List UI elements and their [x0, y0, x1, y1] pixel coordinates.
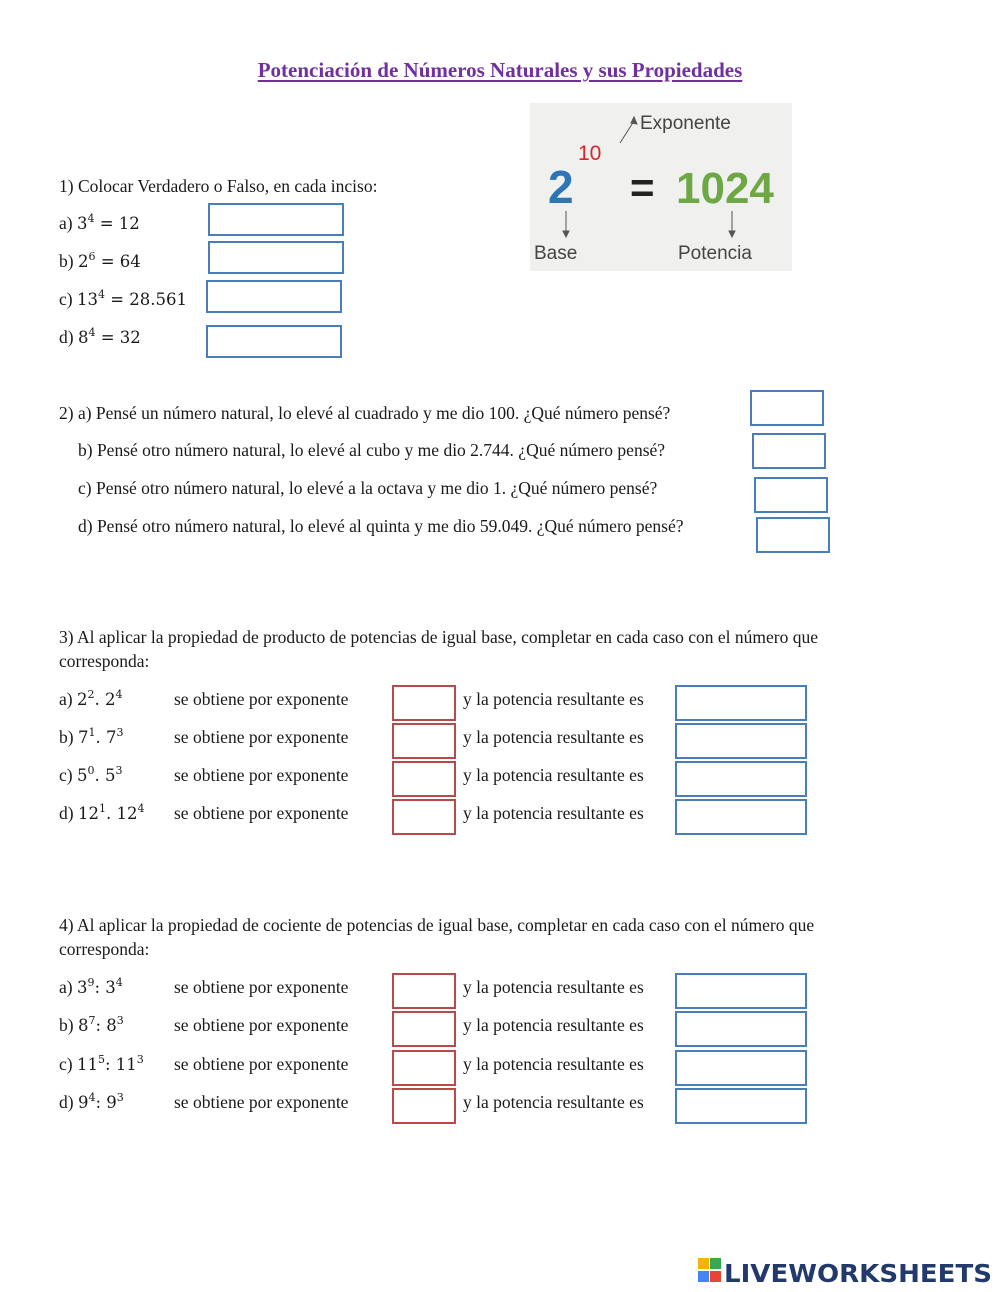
power-exponent: 9	[87, 976, 95, 989]
power-exponent: 3	[115, 764, 123, 777]
item-letter: c)	[59, 289, 77, 309]
s4-power-box-c	[675, 1050, 807, 1086]
diagram-label-power: Potencia	[678, 243, 752, 264]
diagram-label-base: Base	[534, 243, 578, 264]
power-exponent: 3	[116, 726, 124, 739]
power-base: 5	[76, 766, 88, 785]
s1-answer-box-c	[206, 280, 342, 313]
s4-exponent-box-b	[392, 1011, 456, 1047]
power-base: 8	[77, 1016, 89, 1035]
s4-end-text-d: y la potencia resultante es	[463, 1092, 644, 1112]
power-base: 9	[106, 1093, 117, 1112]
s4-exponent-box-c	[392, 1050, 456, 1086]
power-base: 9	[77, 1093, 89, 1112]
math-expression	[78, 728, 124, 747]
s4-power-input-a[interactable]	[677, 975, 805, 1007]
s4-mid-text-c: se obtiene por exponente	[174, 1054, 349, 1074]
s2-item-d: d) Pensé otro número natural, lo elevé al quinta y me dio 59.049. ¿Qué número pensé?	[78, 516, 684, 536]
power-base: 2	[104, 690, 116, 709]
power-base: 11	[76, 1055, 98, 1074]
s4-power-input-d[interactable]	[677, 1090, 805, 1122]
s3-exponent-input-a[interactable]	[394, 687, 454, 719]
s2-answer-c[interactable]	[756, 479, 826, 511]
math-expression	[78, 804, 145, 823]
equation-rest: = 12	[94, 214, 140, 233]
s4-power-box-d	[675, 1088, 807, 1124]
s1-answer-b[interactable]	[210, 243, 342, 272]
operator: :	[95, 1016, 107, 1035]
s3-expression-c	[59, 764, 122, 787]
s3-power-box-c	[675, 761, 807, 797]
diagram-exponent: 10	[578, 142, 602, 165]
s2-answer-d[interactable]	[758, 519, 828, 551]
s3-exponent-box-d	[392, 799, 456, 835]
power-exponent: 4	[87, 212, 95, 225]
mark-square-3	[698, 1271, 709, 1282]
power-base: 8	[106, 1016, 117, 1035]
s3-mid-text-b: se obtiene por exponente	[174, 727, 349, 747]
power-base: 2	[76, 690, 88, 709]
power-base: 7	[105, 728, 117, 747]
power-base: 8	[77, 328, 89, 347]
operator: .	[95, 728, 106, 747]
power-base: 2	[77, 252, 89, 271]
s4-mid-text-d: se obtiene por exponente	[174, 1092, 349, 1112]
s3-power-input-c[interactable]	[677, 763, 805, 795]
operator: .	[94, 690, 105, 709]
s1-item-d	[59, 326, 141, 349]
power-base: 5	[104, 766, 116, 785]
power-exponent: 3	[136, 1053, 144, 1066]
operator: :	[104, 1055, 116, 1074]
s3-end-text-d: y la potencia resultante es	[463, 803, 644, 823]
power-base: 3	[76, 978, 88, 997]
s4-power-input-c[interactable]	[677, 1052, 805, 1084]
mark-square-2	[710, 1258, 721, 1269]
power-exponent: 4	[88, 326, 96, 339]
item-letter: d)	[59, 1092, 78, 1112]
s4-expression-a	[59, 976, 123, 999]
item-letter: b)	[59, 1015, 78, 1035]
s4-exponent-box-a	[392, 973, 456, 1009]
s3-mid-text-c: se obtiene por exponente	[174, 765, 349, 785]
section3-prompt-line2: corresponda:	[59, 651, 150, 671]
section1-prompt: 1) Colocar Verdadero o Falso, en cada inciso:	[59, 176, 378, 196]
liveworksheets-wordmark: LIVEWORKSHEETS	[724, 1259, 992, 1287]
s4-expression-d	[59, 1091, 124, 1114]
s3-power-box-d	[675, 799, 807, 835]
math-expression	[78, 328, 141, 347]
operator: :	[95, 1093, 107, 1112]
s1-item-c	[59, 288, 187, 311]
liveworksheets-logo	[696, 1255, 996, 1287]
item-letter: c)	[59, 1054, 77, 1074]
arrowhead-base	[563, 231, 569, 237]
s4-expression-c	[59, 1053, 144, 1076]
s3-end-text-c: y la potencia resultante es	[463, 765, 644, 785]
power-base: 11	[115, 1055, 137, 1074]
power-exponent: 3	[116, 1091, 124, 1104]
section3-prompt-line1: 3) Al aplicar la propiedad de producto de potencias de igual base, completar en cada caso con el número que	[59, 627, 819, 647]
power-exponent: 6	[88, 250, 96, 263]
power-base: 12	[116, 804, 138, 823]
s4-expression-b	[59, 1014, 124, 1037]
equation-rest: = 32	[95, 328, 141, 347]
item-letter: b)	[59, 727, 78, 747]
arrow-exponent	[620, 121, 634, 143]
s4-mid-text-b: se obtiene por exponente	[174, 1015, 349, 1035]
math-expression	[78, 1093, 124, 1112]
power-exponent: 0	[87, 764, 95, 777]
liveworksheets-mark	[698, 1258, 721, 1282]
s3-mid-text-d: se obtiene por exponente	[174, 803, 349, 823]
power-base: 7	[77, 728, 89, 747]
s3-power-box-b	[675, 723, 807, 759]
section4-prompt-line2: corresponda:	[59, 939, 150, 959]
math-expression	[77, 290, 187, 309]
s4-exponent-input-c[interactable]	[394, 1052, 454, 1084]
liveworksheets-logo-graphic	[696, 1255, 996, 1287]
math-expression	[78, 1016, 124, 1035]
operator: .	[105, 804, 117, 823]
math-expression	[77, 1055, 144, 1074]
power-diagram	[530, 103, 792, 271]
section4-prompt-line1: 4) Al aplicar la propiedad de cociente de potencias de igual base, completar en cada caso con el número que	[59, 915, 815, 935]
power-exponent: 1	[88, 726, 96, 739]
power-exponent: 4	[137, 802, 145, 815]
power-exponent: 4	[115, 688, 123, 701]
s4-exponent-box-d	[392, 1088, 456, 1124]
operator: :	[94, 978, 106, 997]
diagram-equals: =	[630, 164, 655, 211]
s2-answer-box-d	[756, 517, 830, 553]
page-title: Potenciación de Números Naturales y sus Propiedades	[257, 58, 743, 82]
diagram-base: 2	[548, 161, 574, 213]
s2-answer-box-c	[754, 477, 828, 513]
s3-mid-text-a: se obtiene por exponente	[174, 689, 349, 709]
power-base: 13	[76, 290, 98, 309]
s3-exponent-input-c[interactable]	[394, 763, 454, 795]
power-exponent: 4	[88, 1091, 96, 1104]
item-letter: c)	[59, 765, 77, 785]
s3-exponent-input-b[interactable]	[394, 725, 454, 757]
s1-answer-box-a	[208, 203, 344, 236]
diagram-result: 1024	[676, 164, 774, 213]
s1-answer-c[interactable]	[208, 282, 340, 311]
mark-square-1	[698, 1258, 709, 1269]
arrowhead-power	[729, 231, 735, 237]
item-letter: a)	[59, 213, 77, 233]
math-expression	[77, 978, 123, 997]
math-expression	[77, 766, 123, 785]
s2-answer-box-a	[750, 390, 824, 426]
power-base: 3	[105, 978, 116, 997]
s3-exponent-box-b	[392, 723, 456, 759]
power-exponent: 7	[88, 1014, 96, 1027]
s2-answer-a[interactable]	[752, 392, 822, 424]
s4-mid-text-a: se obtiene por exponente	[174, 977, 349, 997]
math-expression	[77, 214, 140, 233]
s1-answer-box-b	[208, 241, 344, 274]
power-exponent: 3	[116, 1014, 124, 1027]
equation-rest: = 28.561	[104, 290, 188, 309]
s4-exponent-input-d[interactable]	[394, 1090, 454, 1122]
s1-answer-box-d	[206, 325, 342, 358]
equation-rest: = 64	[95, 252, 141, 271]
s1-item-a	[59, 212, 140, 235]
s4-end-text-c: y la potencia resultante es	[463, 1054, 644, 1074]
math-expression	[78, 252, 141, 271]
diagram-label-exponent: Exponente	[640, 113, 731, 134]
s3-power-box-a	[675, 685, 807, 721]
s3-exponent-box-a	[392, 685, 456, 721]
s1-item-b	[59, 250, 141, 273]
power-exponent: 4	[97, 288, 105, 301]
operator: .	[94, 766, 105, 785]
s2-item-c: c) Pensé otro número natural, lo elevé a la octava y me dio 1. ¿Qué número pensé?	[78, 478, 658, 498]
s4-power-box-b	[675, 1011, 807, 1047]
power-base: 12	[77, 804, 99, 823]
s3-end-text-b: y la potencia resultante es	[463, 727, 644, 747]
s1-answer-a[interactable]	[210, 205, 342, 234]
s3-power-input-b[interactable]	[677, 725, 805, 757]
item-letter: d)	[59, 327, 78, 347]
s3-expression-b	[59, 726, 123, 749]
s3-exponent-input-d[interactable]	[394, 801, 454, 833]
power-exponent: 2	[87, 688, 95, 701]
s2-item-b: b) Pensé otro número natural, lo elevé al cubo y me dio 2.744. ¿Qué número pensé?	[78, 440, 666, 460]
s4-exponent-input-a[interactable]	[394, 975, 454, 1007]
s3-end-text-a: y la potencia resultante es	[463, 689, 644, 709]
s4-power-box-a	[675, 973, 807, 1009]
s3-expression-a	[59, 688, 122, 711]
s4-exponent-input-b[interactable]	[394, 1013, 454, 1045]
power-exponent: 4	[115, 976, 123, 989]
s2-answer-b[interactable]	[754, 435, 824, 467]
s3-power-input-d[interactable]	[677, 801, 805, 833]
math-expression	[77, 690, 123, 709]
mark-square-4	[710, 1271, 721, 1282]
s3-exponent-box-c	[392, 761, 456, 797]
power-exponent: 5	[97, 1053, 105, 1066]
s3-expression-d	[59, 802, 144, 825]
item-letter: d)	[59, 803, 78, 823]
item-letter: a)	[59, 689, 77, 709]
power-base: 3	[76, 214, 88, 233]
power-exponent: 1	[98, 802, 106, 815]
power-diagram-graphic	[530, 103, 792, 271]
s4-power-input-b[interactable]	[677, 1013, 805, 1045]
s2-answer-box-b	[752, 433, 826, 469]
s4-end-text-b: y la potencia resultante es	[463, 1015, 644, 1035]
s1-answer-d[interactable]	[208, 327, 340, 356]
item-letter: b)	[59, 251, 78, 271]
arrowhead-exponent	[631, 117, 637, 124]
s4-end-text-a: y la potencia resultante es	[463, 977, 644, 997]
s3-power-input-a[interactable]	[677, 687, 805, 719]
item-letter: a)	[59, 977, 77, 997]
s2-item-a: 2) a) Pensé un número natural, lo elevé al cuadrado y me dio 100. ¿Qué número pensé?	[59, 403, 671, 423]
